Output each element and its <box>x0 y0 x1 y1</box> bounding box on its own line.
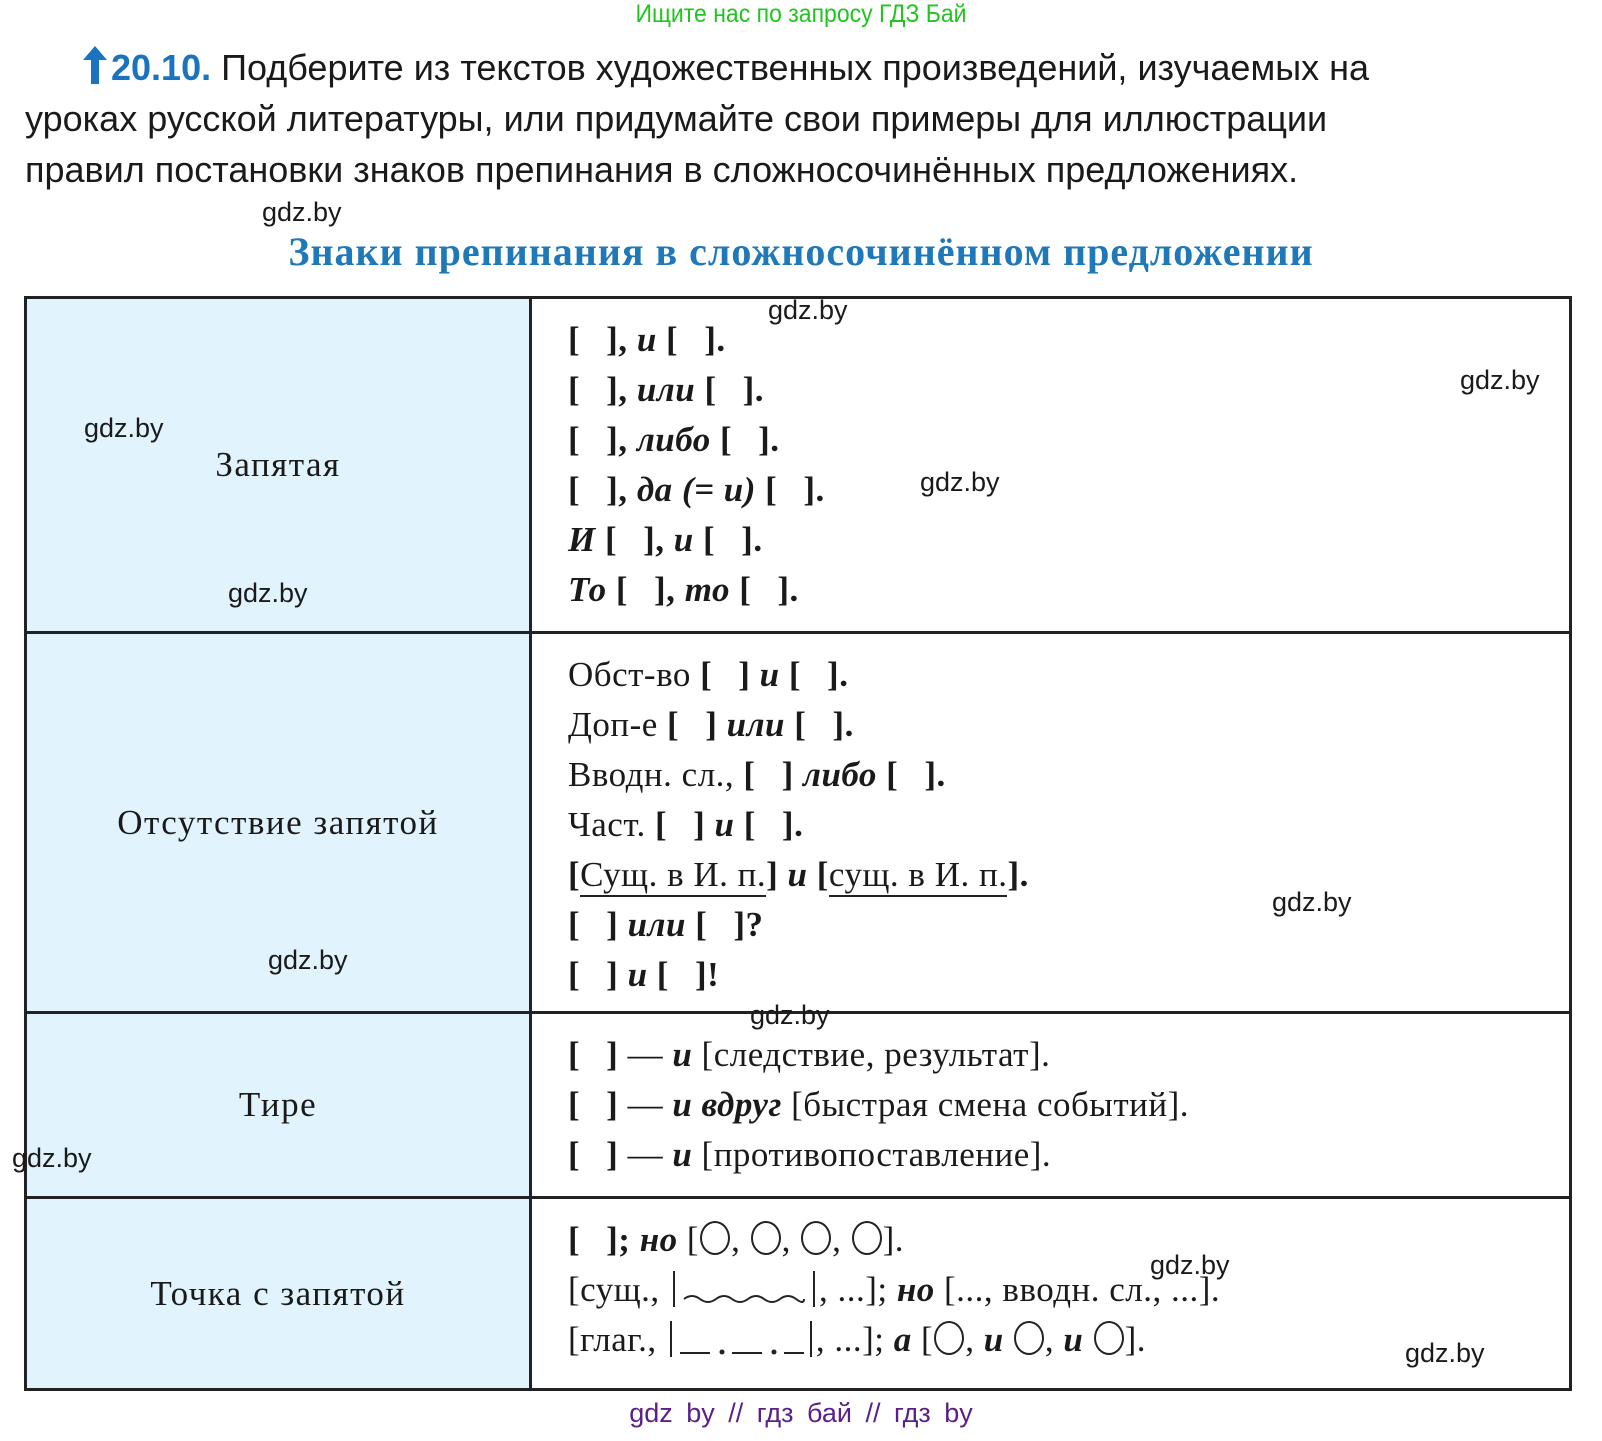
watermark-text: gdz.by <box>84 413 164 443</box>
scheme-line: [ ], и [ ]. <box>568 320 726 359</box>
scheme-line: [ ], либо [ ]. <box>568 420 780 459</box>
task-line-2: уроках русской литературы, или придумайте свои примеры для иллюстрации <box>25 98 1328 139</box>
task-line-3: правил постановки знаков препинания в сложносочинённых предложениях. <box>25 149 1299 190</box>
row-schemes-no-comma <box>531 633 1571 1013</box>
circle-icon <box>1094 1321 1124 1355</box>
watermark-text: gdz.by <box>262 197 342 227</box>
scheme-line: [ ], да (= и) [ ]. <box>568 470 825 509</box>
scheme-line: [ ], или [ ]. <box>568 370 765 409</box>
row-schemes-dash <box>531 1013 1571 1198</box>
circle-icon <box>852 1221 882 1255</box>
punctuation-rules-table <box>24 296 1572 1391</box>
scheme-line: Вводн. сл., [ ] либо [ ]. <box>568 755 946 794</box>
dash-dot-underline-icon <box>676 1331 806 1357</box>
watermark-text: gdz.by <box>768 295 848 325</box>
top-watermark-banner: Ищите нас по запросу ГДЗ Бай <box>635 0 967 28</box>
task-line-1 <box>25 42 1580 93</box>
scheme-line: [сущ., , ...]; но [..., вводн. сл., ...]. <box>568 1270 1221 1309</box>
wavy-underline-icon <box>679 1281 809 1307</box>
scheme-line: То [ ], то [ ]. <box>568 570 799 609</box>
scheme-line: Доп-е [ ] или [ ]. <box>568 705 854 744</box>
table-title: Знаки препинания в сложносочинённом предложении <box>288 229 1314 274</box>
scheme-line: [ ] — и вдруг [быстрая смена событий]. <box>568 1085 1189 1124</box>
task-statement <box>25 42 1580 195</box>
scheme-line: И [ ], и [ ]. <box>568 520 763 559</box>
up-arrow-icon <box>83 46 107 84</box>
circle-icon <box>751 1221 781 1255</box>
watermark-text: gdz.by <box>1150 1250 1230 1280</box>
table-row <box>26 633 1571 1013</box>
row-label-dash: Тире <box>26 1013 531 1198</box>
task-number: 20.10. <box>111 47 212 88</box>
watermark-text: gdz.by <box>1272 887 1352 917</box>
watermark-text: gdz.by <box>1405 1338 1485 1368</box>
circle-icon <box>1014 1321 1044 1355</box>
row-label-semicolon: Точка с запятой <box>26 1198 531 1390</box>
row-label-no-comma: Отсутствие запятой <box>26 633 531 1013</box>
scheme-line: Част. [ ] и [ ]. <box>568 805 804 844</box>
circle-icon <box>934 1321 964 1355</box>
row-label-comma: Запятая <box>26 298 531 633</box>
scheme-line: [ ]; но [ , , , ]. <box>568 1220 904 1259</box>
scheme-line: [ ] — и [следствие, результат]. <box>568 1035 1051 1074</box>
scheme-line: [Сущ. в И. п.] и [сущ. в И. п.]. <box>568 850 1569 900</box>
task-text-1: Подберите из текстов художественных произведений, изучаемых на <box>221 47 1369 88</box>
watermark-text: gdz.by <box>1460 365 1540 395</box>
scheme-line: [ ] и [ ]! <box>568 955 720 994</box>
watermark-text: gdz.by <box>268 945 348 975</box>
scheme-line: [ ] или [ ]? <box>568 905 764 944</box>
bottom-watermark-banner: gdz by // гдз бай // гдз by <box>629 1398 973 1428</box>
table-row <box>26 1013 1571 1198</box>
watermark-text: gdz.by <box>12 1143 92 1173</box>
scheme-line: [ ] — и [противопоставление]. <box>568 1135 1052 1174</box>
circle-icon <box>801 1221 831 1255</box>
table-row <box>26 1198 1571 1390</box>
watermark-text: gdz.by <box>228 578 308 608</box>
scheme-line: Обст-во [ ] и [ ]. <box>568 655 849 694</box>
row-schemes-comma <box>531 298 1571 633</box>
circle-icon <box>700 1221 730 1255</box>
scheme-line: [глаг., , ...]; а [ , и , и ]. <box>568 1320 1147 1359</box>
watermark-text: gdz.by <box>750 1000 830 1030</box>
watermark-text: gdz.by <box>920 467 1000 497</box>
